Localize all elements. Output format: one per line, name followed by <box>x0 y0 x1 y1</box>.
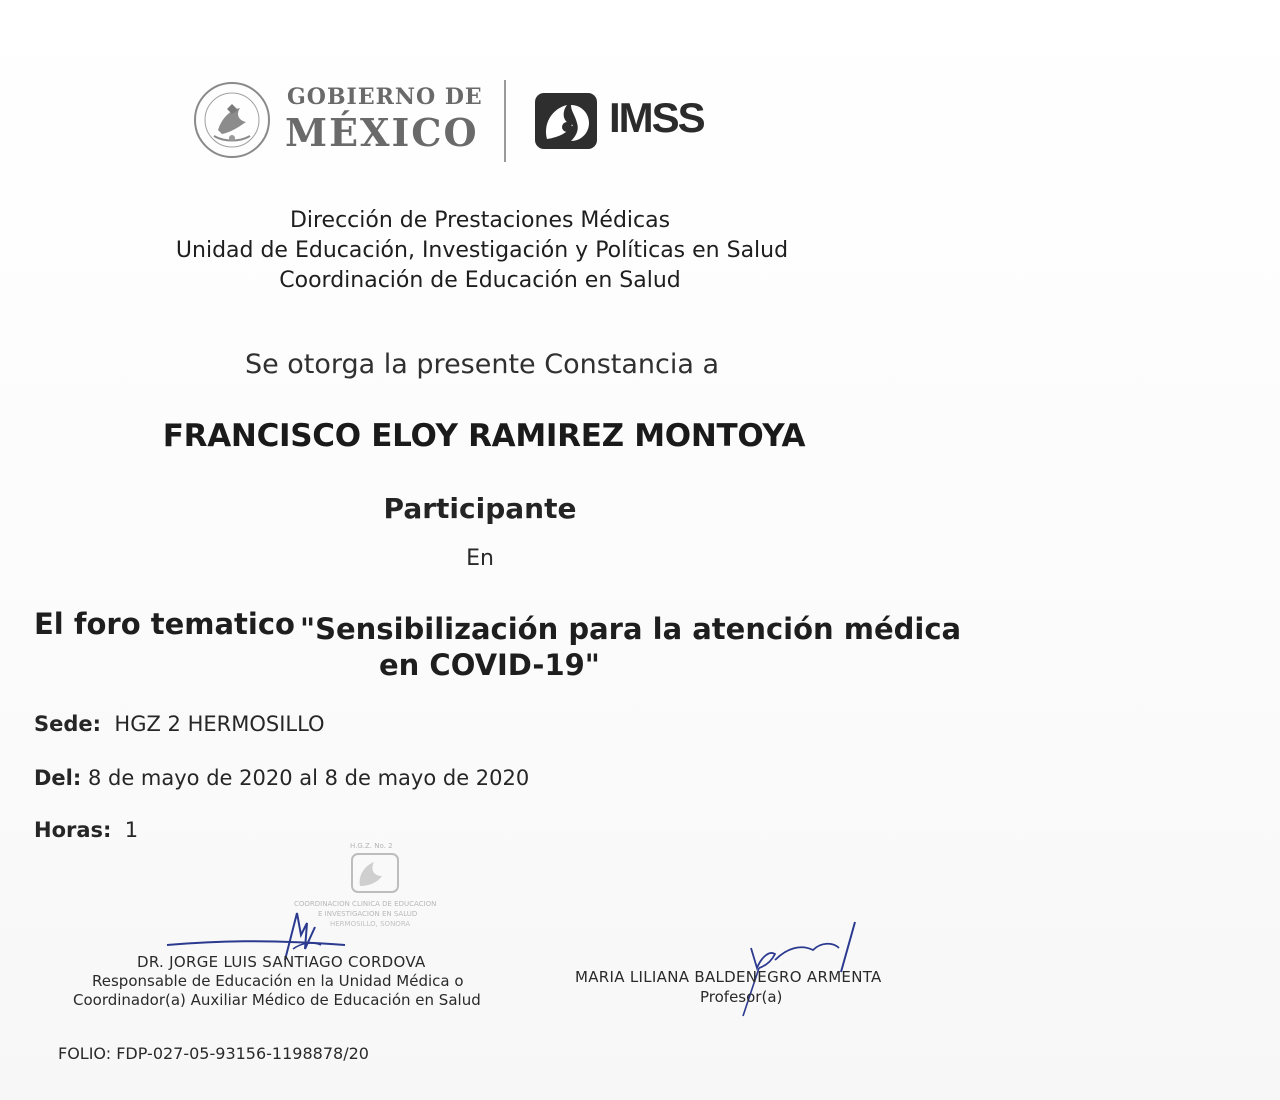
del-label: Del: <box>34 766 82 790</box>
hours-field <box>34 818 138 842</box>
left-signer-role-2: Coordinador(a) Auxiliar Médico de Educación en Salud <box>73 991 481 1009</box>
stamp-line-3: HERMOSILLO, SONORA <box>330 920 411 928</box>
stamp-line-2: E INVESTIGACION EN SALUD <box>318 910 418 918</box>
grant-text: Se otorga la presente Constancia a <box>244 349 720 380</box>
right-signer-role: Profesor(a) <box>700 988 783 1006</box>
horas-label: Horas: <box>34 818 112 842</box>
sede-label: Sede: <box>34 712 102 736</box>
event-title-line-2: en COVID-19" <box>379 648 600 682</box>
mexico-seal-icon <box>192 80 272 160</box>
recipient-name: FRANCISCO ELOY RAMIREZ MONTOYA <box>162 418 806 454</box>
left-signer-role-1: Responsable de Educación en la Unidad Médica o <box>92 972 464 990</box>
header-line-2: Unidad de Educación, Investigación y Políticas en Salud <box>175 238 789 263</box>
event-label: El foro tematico <box>34 607 295 641</box>
mexico-text: MÉXICO <box>285 110 479 155</box>
sede-field <box>34 712 325 736</box>
sede-value: HGZ 2 HERMOSILLO <box>114 712 325 736</box>
dates-field <box>34 766 529 790</box>
stamp-top-text: H.G.Z. No. 2 <box>350 842 393 850</box>
event-title-line-1: "Sensibilización para la atención médica <box>300 612 962 646</box>
participant-role: Participante <box>383 492 577 525</box>
folio-number: FOLIO: FDP-027-05-93156-1198878/20 <box>58 1044 369 1063</box>
right-signer-name: MARIA LILIANA BALDENEGRO ARMENTA <box>575 968 882 986</box>
header-line-1: Dirección de Prestaciones Médicas <box>289 208 671 233</box>
in-word: En <box>466 546 494 571</box>
del-value: 8 de mayo de 2020 al 8 de mayo de 2020 <box>87 766 530 790</box>
horas-value: 1 <box>124 818 139 842</box>
stamp-line-1: COORDINACION CLINICA DE EDUCACION <box>294 900 437 908</box>
gobierno-de-text: GOBIERNO DE <box>287 84 483 110</box>
imss-logo-text: IMSS <box>609 94 704 141</box>
header-line-3: Coordinación de Educación en Salud <box>279 268 681 293</box>
imss-logo-icon <box>533 91 599 151</box>
header-divider <box>504 80 506 162</box>
left-signer-name: DR. JORGE LUIS SANTIAGO CORDOVA <box>137 953 426 971</box>
